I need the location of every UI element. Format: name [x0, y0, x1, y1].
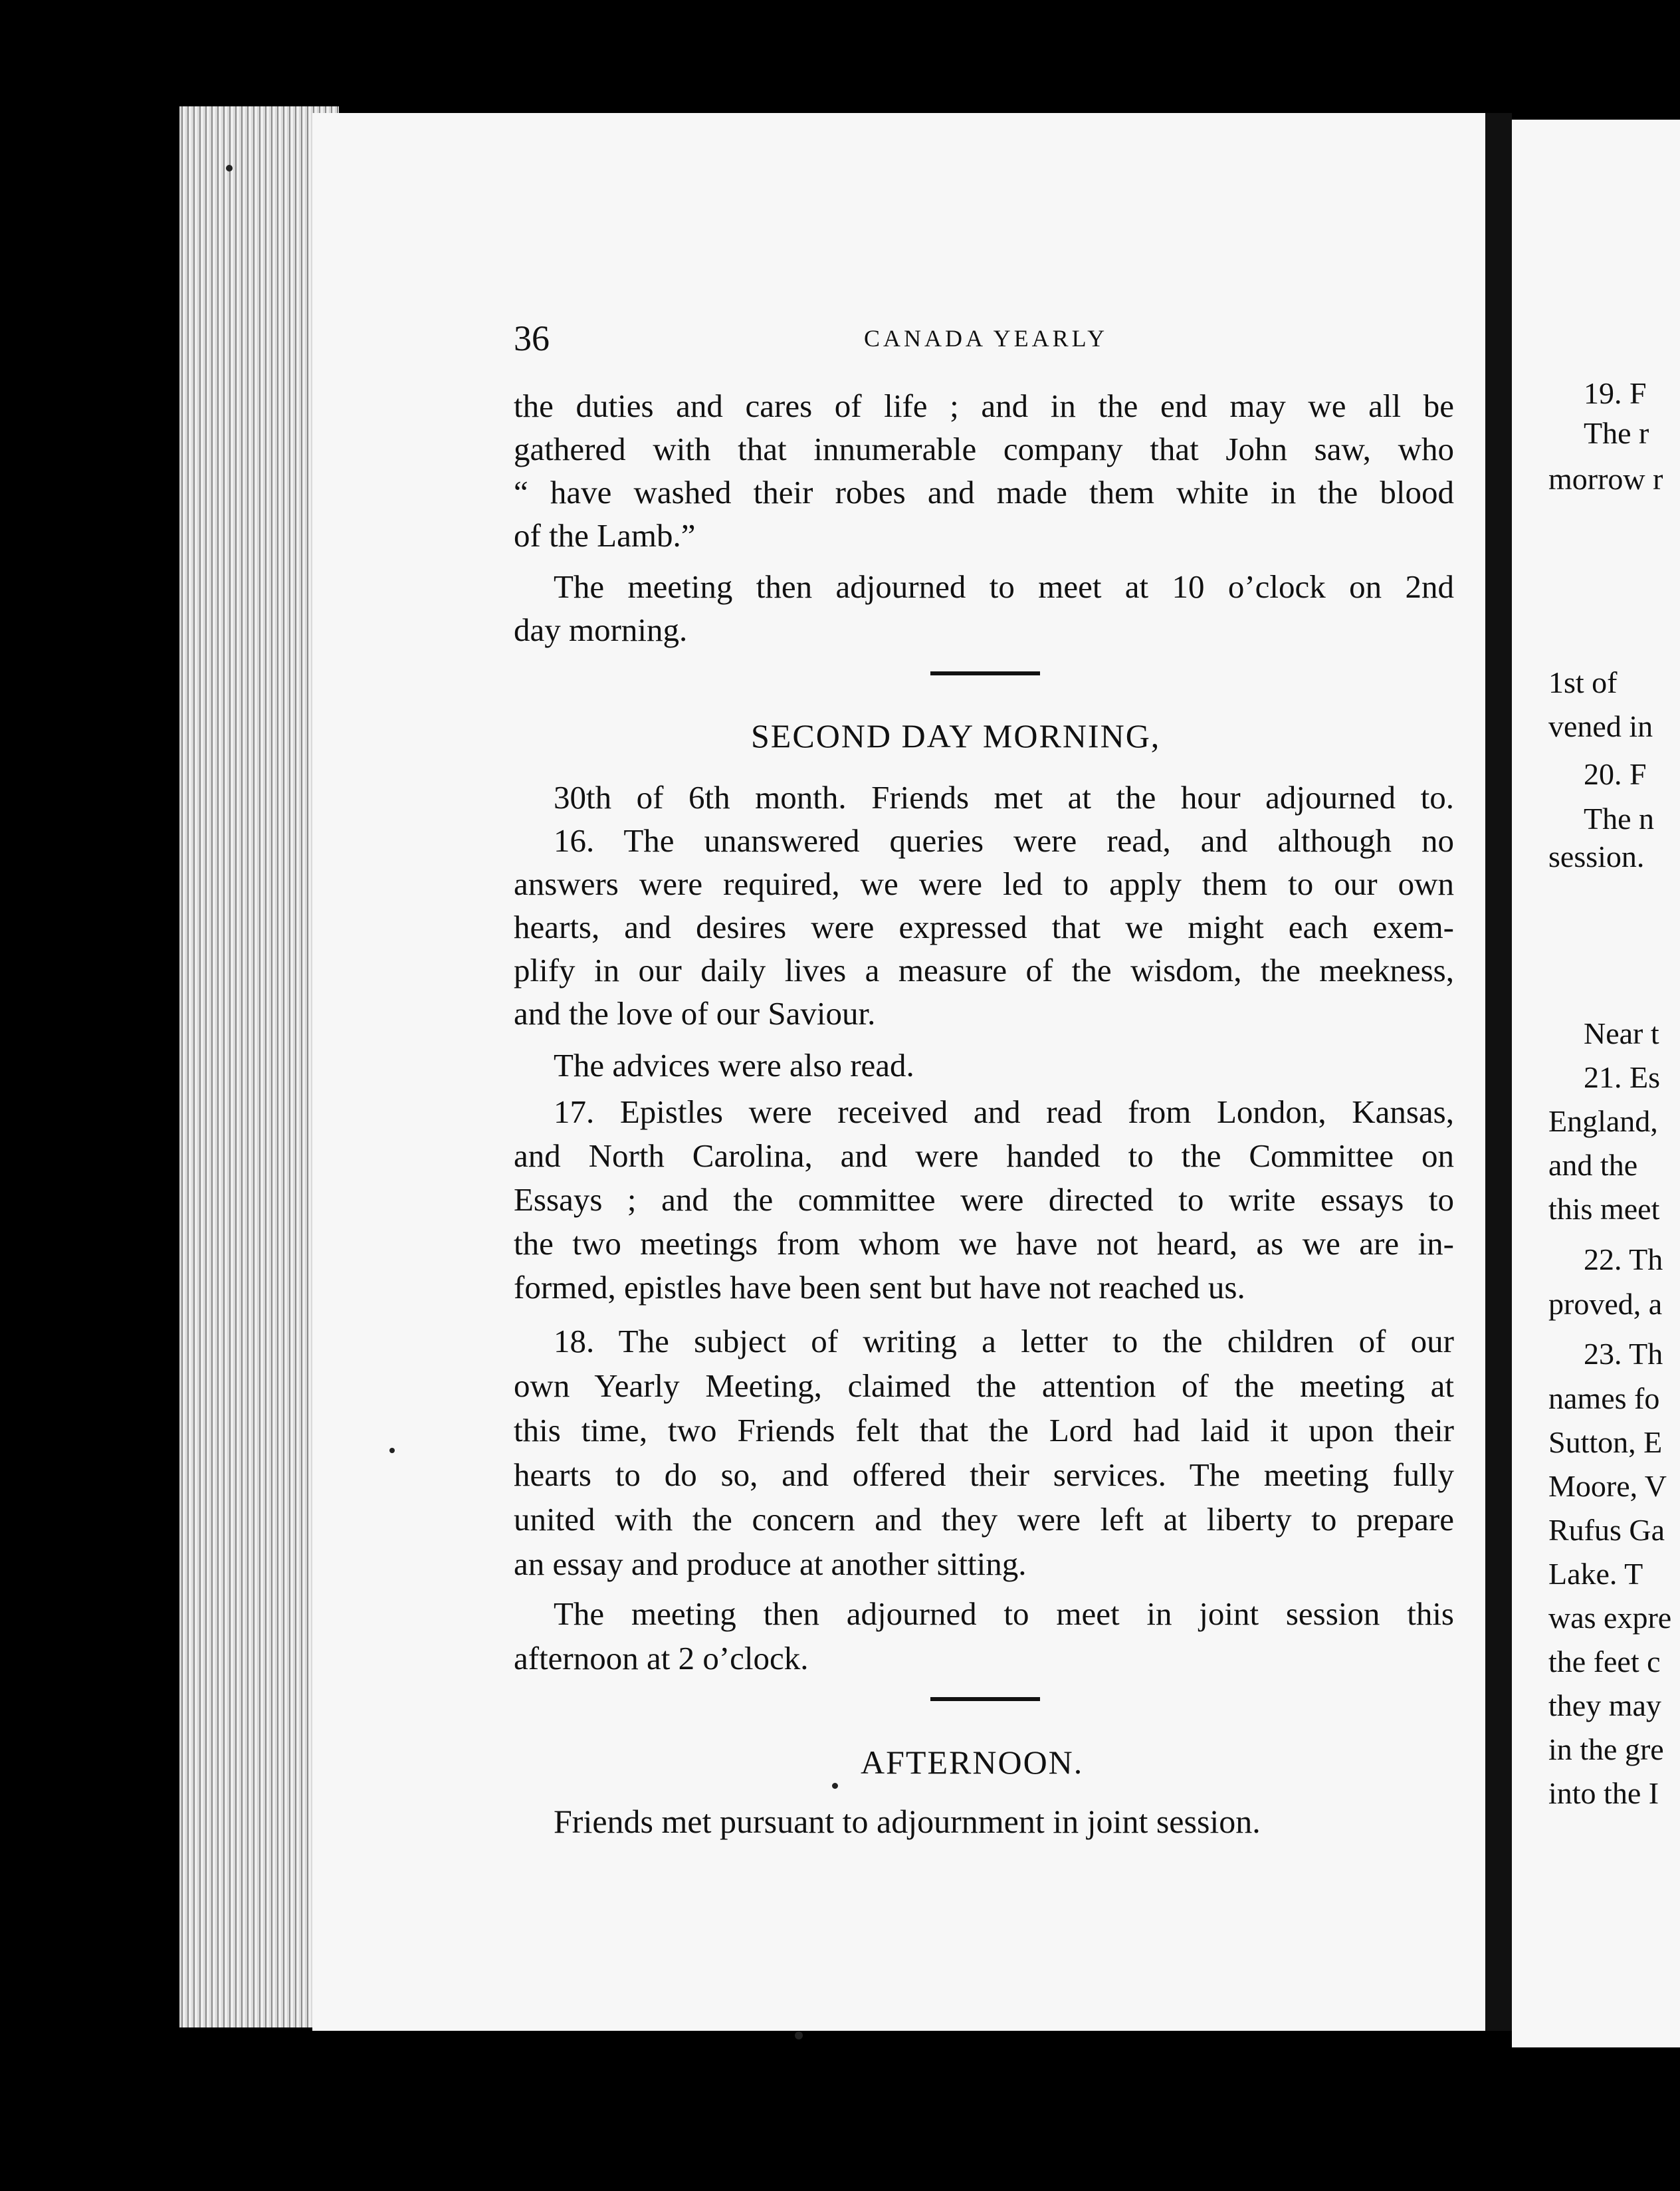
text-line: 16. The unanswered queries were read, and although no [554, 822, 1454, 859]
text-line: day morning. [514, 612, 688, 648]
right-text-line: the feet c [1548, 1645, 1661, 1678]
text-line: united with the concern and they were left at liberty to prepare [514, 1501, 1454, 1538]
section-divider [930, 1697, 1040, 1701]
text-line: hearts to do so, and offered their services. The meeting fully [514, 1456, 1454, 1493]
right-text-line: Lake. T [1548, 1557, 1643, 1591]
scan-speck [795, 2031, 803, 2039]
gutter [1485, 113, 1512, 2031]
right-text-line: vened in [1548, 709, 1653, 743]
text-line: “ have washed their robes and made them white in the blood [514, 474, 1454, 511]
text-line: own Yearly Meeting, claimed the attention of the meeting at [514, 1367, 1454, 1404]
page-number: 36 [514, 318, 550, 358]
section-divider [930, 671, 1040, 675]
right-text-line: 20. F [1584, 757, 1647, 791]
right-text-line: was expre [1548, 1601, 1672, 1635]
text-line: The meeting then adjourned to meet in joint session this [554, 1595, 1454, 1632]
text-line: 30th of 6th month. Friends met at the hour adjourned to. [554, 779, 1454, 816]
right-text-line: into the I [1548, 1776, 1659, 1810]
text-line: hearts, and desires were expressed that we might each exem- [514, 909, 1454, 945]
text-line: this time, two Friends felt that the Lord had laid it upon their [514, 1412, 1454, 1448]
right-text-line: session. [1548, 840, 1645, 873]
right-text-line: 22. Th [1584, 1242, 1663, 1276]
running-head: CANADA YEARLY [864, 325, 1108, 352]
right-text-line: England, [1548, 1104, 1658, 1138]
scan-speck [226, 165, 233, 172]
section-heading: SECOND DAY MORNING, [751, 717, 1161, 754]
right-text-line: The r [1584, 416, 1649, 450]
right-text-line: Rufus Ga [1548, 1513, 1665, 1547]
text-line: gathered with that innumerable company that John saw, who [514, 431, 1454, 467]
right-text-line: The n [1584, 802, 1655, 836]
text-line: afternoon at 2 o’clock. [514, 1640, 809, 1676]
text-line: Friends met pursuant to adjournment in joint session. [554, 1803, 1261, 1840]
right-text-line: Near t [1584, 1016, 1659, 1050]
right-text-line: morrow r [1548, 462, 1663, 496]
right-text-line: in the gre [1548, 1732, 1664, 1766]
right-text-line: 19. F [1584, 376, 1647, 410]
text-line: an essay and produce at another sitting. [514, 1546, 1027, 1582]
right-text-line: 21. Es [1584, 1060, 1660, 1094]
text-line: plify in our daily lives a measure of the wisdom, the meekness, [514, 952, 1454, 988]
text-line: 17. Epistles were received and read from London, Kansas, [554, 1094, 1454, 1130]
text-line: formed, epistles have been sent but have not reached us. [514, 1269, 1245, 1306]
right-text-line: proved, a [1548, 1287, 1663, 1321]
right-text-line: they may [1548, 1688, 1661, 1722]
text-line: The advices were also read. [554, 1047, 914, 1084]
right-text-line: names fo [1548, 1381, 1660, 1415]
right-text-line: 1st of [1548, 665, 1618, 699]
text-line: the duties and cares of life ; and in the end may we all be [514, 388, 1454, 424]
right-text-line: 23. Th [1584, 1337, 1663, 1371]
text-line: of the Lamb.” [514, 517, 696, 554]
text-line: The meeting then adjourned to meet at 10 o’clock on 2nd [554, 568, 1454, 605]
scan-speck [832, 1783, 838, 1789]
section-heading: AFTERNOON. [861, 1744, 1084, 1781]
right-text-line: this meet [1548, 1192, 1660, 1226]
scan-speck [389, 1448, 395, 1453]
text-line: and North Carolina, and were handed to the Committee on [514, 1137, 1454, 1174]
text-line: Essays ; and the committee were directed to write essays to [514, 1181, 1454, 1218]
right-text-line: Sutton, E [1548, 1425, 1663, 1459]
text-line: the two meetings from whom we have not heard, as we are in- [514, 1225, 1454, 1262]
text-line: 18. The subject of writing a letter to the children of our [554, 1323, 1454, 1359]
text-line: and the love of our Saviour. [514, 995, 876, 1032]
right-text-line: Moore, V [1548, 1469, 1667, 1503]
text-line: answers were required, we were led to apply them to our own [514, 865, 1454, 902]
right-text-line: and the [1548, 1148, 1638, 1182]
